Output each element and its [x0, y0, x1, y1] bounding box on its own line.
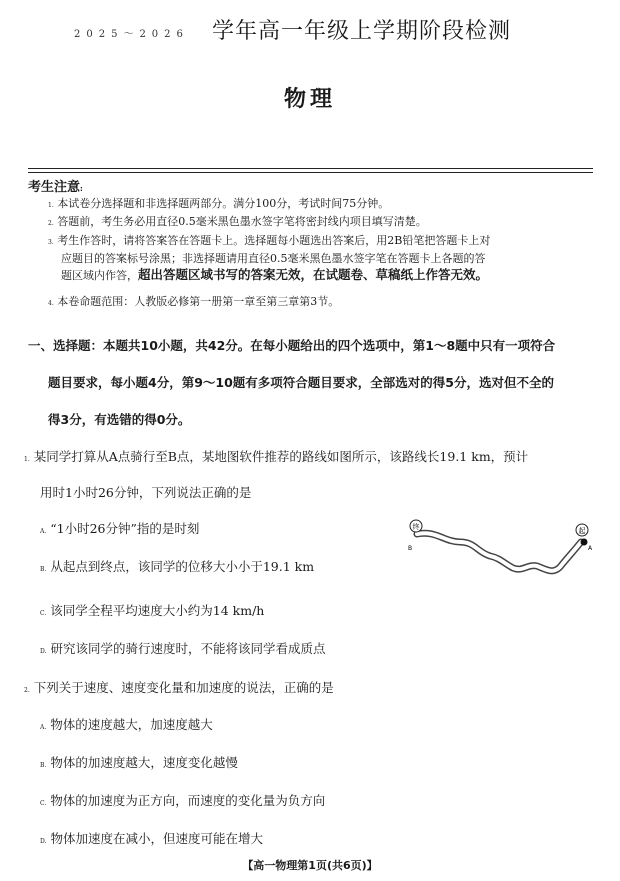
notice-title: 考生注意:: [28, 180, 84, 195]
start-marker-label: 起: [578, 527, 586, 535]
question-1-line1: 1. 某同学打算从A点骑行至B点，某地图软件推荐的路线如图所示，该路线长19.1 km，预计: [24, 449, 529, 464]
notice-item-4: 4. 本卷命题范围：人教版必修第一册第一章至第三章第3节。: [48, 295, 340, 308]
notice-item-1: 1. 本试卷分选择题和非选择题两部分。满分100分，考试时间75分钟。: [48, 197, 390, 210]
question-2-number: 2.: [24, 687, 30, 694]
notice-item-2: 2. 答题前，考生务必用直径0.5毫米黑色墨水签字笔将密封线内项目填写清楚。: [48, 215, 427, 228]
header-rule-thick: [28, 168, 593, 169]
end-marker-label: 终: [412, 523, 420, 531]
question-2-option-b[interactable]: B. 物体的加速度越大，速度变化越慢: [40, 755, 238, 770]
question-2-option-c[interactable]: C. 物体的加速度为正方向，而速度的变化量为负方向: [40, 793, 326, 808]
question-1-option-a[interactable]: A. “1小时26分钟”指的是时刻: [40, 521, 200, 536]
start-dot: [581, 539, 588, 546]
question-1-option-b[interactable]: B. 从起点到终点，该同学的位移大小小于19.1 km: [40, 559, 315, 574]
question-1-option-c[interactable]: C. 该同学全程平均速度大小约为14 km/h: [40, 603, 265, 618]
page-footer: 【高一物理第1页(共6页)】: [242, 859, 378, 872]
exam-title: 学年高一年级上学期阶段检测: [212, 19, 512, 44]
question-1-option-d[interactable]: D. 研究该同学的骑行速度时，不能将该同学看成质点: [40, 641, 326, 656]
question-1-number: 1.: [24, 456, 30, 463]
subject-title: 物理: [283, 87, 336, 112]
question-2-option-d[interactable]: D. 物体加速度在减小，但速度可能在增大: [40, 831, 264, 846]
section-heading-line3: 得3分，有选错的得0分。: [48, 412, 191, 427]
point-a-label: A: [588, 545, 593, 552]
route-map-figure: [405, 512, 600, 587]
notice-item-3: 3. 考生作答时，请将答案答在答题卡上。选择题每小题选出答案后，用2B铅笔把答题卡上对 应题目的答案标号涂黑；非选择题请用直径0.5毫米黑色墨水签字笔在答题卡上各题的答 题区域内作答，超出答题区域书写的答案无效，在试题卷、草稿纸上作答无效。: [48, 234, 491, 282]
point-b-label: B: [408, 545, 413, 552]
exam-year: 2025～2026: [74, 29, 189, 40]
header-rule-thin: [28, 172, 593, 173]
question-2-option-a[interactable]: A. 物体的速度越大，加速度越大: [40, 717, 213, 732]
section-heading-line2: 题目要求，每小题4分，第9～10题有多项符合题目要求，全部选对的得5分，选对但不全的: [48, 375, 554, 390]
question-1-line2: 用时1小时26分钟，下列说法正确的是: [40, 485, 252, 500]
question-2-stem: 2. 下列关于速度、速度变化量和加速度的说法，正确的是: [24, 680, 334, 695]
section-heading-line1: 一、选择题：本题共10小题，共42分。在每小题给出的四个选项中，第1～8题中只有一项符合: [28, 338, 556, 353]
